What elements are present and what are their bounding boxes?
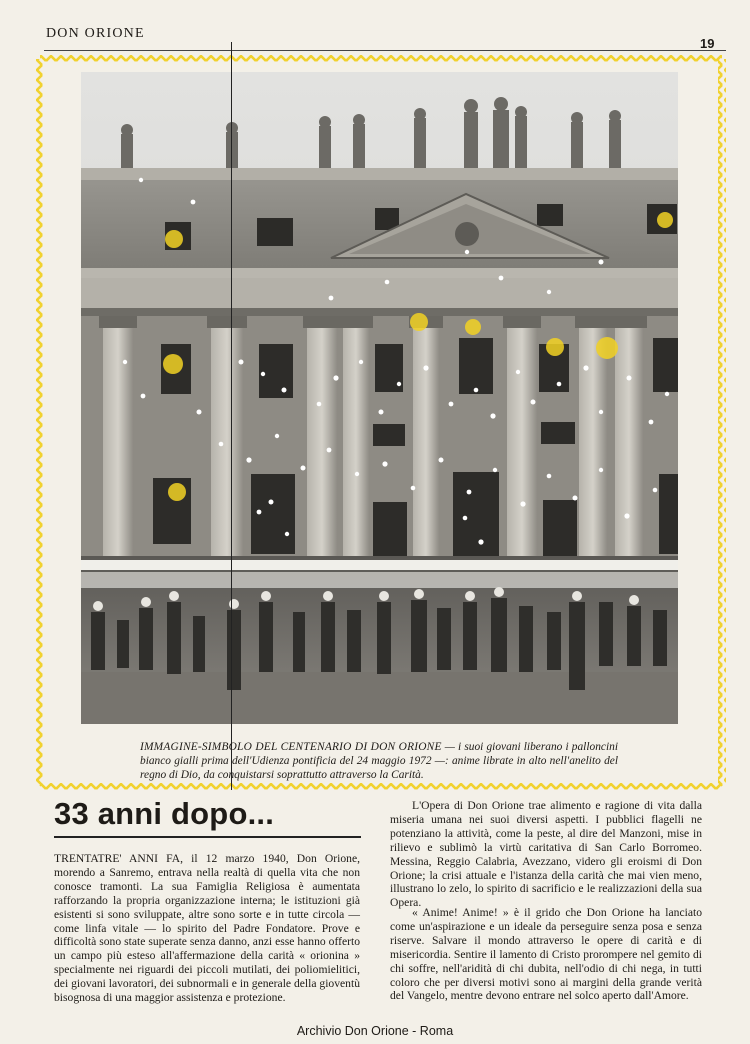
article-left-column bbox=[54, 852, 360, 1005]
crowd-light bbox=[81, 560, 678, 588]
right-column-text-1: L'Opera di Don Orione trae alimento e ragione di vita dalla miseria umana nei suoi diversi aspetti. I pubblici flagelli ne potenziano la attività, come la peste, al dire del Manzoni, mise in rilievo e sublimò la virtù caritativa di San Carlo Borromeo. Messina, Reggio Calabria, Avezzano, videro gli eroismi di Don Orione; la crisi attuale e l'istanza della carità che mai vien meno, illustrano lo zelo, lo spirito di sacrificio e le realizzazioni della sua Opera. bbox=[390, 799, 702, 910]
article-right-column-paragraph-2 bbox=[390, 906, 702, 1003]
running-header-title: DON ORIONE bbox=[46, 26, 145, 41]
left-column-text: TRENTATRE' ANNI FA, il 12 marzo 1940, Don Orione, morendo a Sanremo, entrava nella realtà di quella vita che non conosce tramonti. La sua Famiglia Religiosa è aumentata rafforzando la propria organizzazione interna; le istituzioni già esistenti si sono sviluppate, altre sono sorte e in tutte circola — come linfa vitale — lo spirito del Padre Fondatore. Prove e difficoltà sono state superate senza danno, anzi esse hanno offerto un campo più esteso all'affermazione della carità « orionina » specialmente nei riguardi dei piccoli mutilati, dei poliomielitici, dei giovani lavoratori, dei subnormali e in generale della gioventù bisognosa di una maggior assistenza e protezione. bbox=[54, 852, 360, 1005]
caption-text: — i suoi giovani liberano i palloncini bianco gialli prima dell'Udienza pontificia del 24 maggio 1972 —: anime librate in alto nell'anelito del regno di Dio, da conquistarsi soprattutto attraverso la Carità. bbox=[140, 741, 618, 781]
caption-lead: IMMAGINE-SIMBOLO DEL CENTENARIO DI DON ORIONE bbox=[140, 741, 442, 753]
page-number: 19 bbox=[700, 36, 715, 51]
right-column-text-2: « Anime! Anime! » è il grido che Don Orione ha lanciato come un'aspirazione e un ideale da perseguire senza posa e senza riserve. Salvare il mondo attraverso le opere di carità e di misericordia. Sentire il lamento di Cristo prorompere nel gemito di chi soffre, nell'aridità di chi dubita, nell'odio di chi nega, in tutti coloro che per diversi motivi sono ai margini della grande verità del Vangelo, mentre devono entrare nel solco aperto dall'Amore. bbox=[390, 906, 702, 1003]
fold-line bbox=[231, 42, 232, 790]
article-title: 33 anni dopo... bbox=[54, 796, 275, 831]
photo-caption bbox=[140, 740, 618, 782]
article-right-column-paragraph-1 bbox=[390, 799, 702, 910]
header-rule bbox=[44, 50, 726, 51]
title-rule bbox=[54, 836, 361, 838]
archive-footer: Archivio Don Orione - Roma bbox=[296, 1024, 454, 1038]
photo-st-peters-facade bbox=[81, 72, 678, 724]
facade-illustration bbox=[81, 72, 678, 724]
